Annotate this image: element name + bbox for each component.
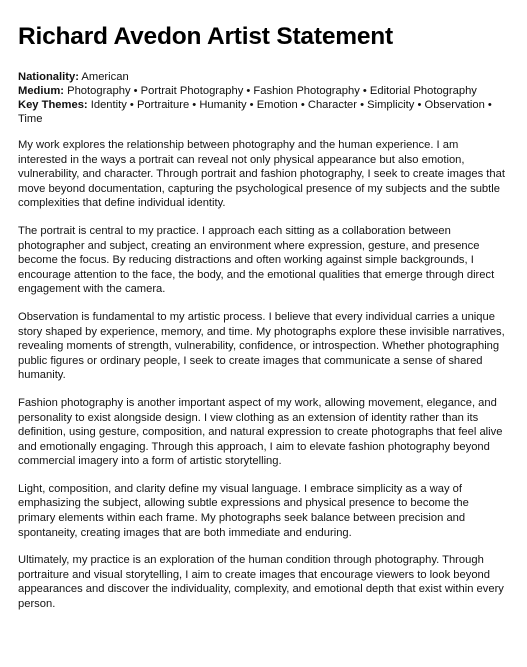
meta-nationality	[18, 70, 509, 84]
meta-key-themes	[18, 98, 509, 126]
meta-medium-value: Photography • Portrait Photography • Fashion Photography • Editorial Photography	[67, 85, 477, 97]
statement-body	[18, 138, 509, 612]
meta-key-themes-value: Identity • Portraiture • Humanity • Emotion • Character • Simplicity • Observation • Time	[18, 99, 492, 125]
document-title: Richard Avedon Artist Statement	[18, 23, 393, 50]
metadata-block	[18, 70, 509, 126]
meta-nationality-label: Nationality:	[18, 71, 79, 83]
meta-key-themes-label: Key Themes:	[18, 99, 88, 111]
meta-medium	[18, 84, 509, 98]
paragraph: Ultimately, my practice is an exploration of the human condition through photography. Through portraiture and visual storytelling, I aim to create images that encourage viewers to look beyond appearances and discover the individuality, complexity, and emotional depth that exist within every person.	[18, 554, 504, 611]
meta-nationality-value: American	[81, 71, 129, 83]
paragraph: Light, composition, and clarity define my visual language. I embrace simplicity as a way of emphasizing the subject, allowing subtle expressions and physical presence to become the primary elements within each frame. My photographs seek balance between precision and spontaneity, creating images that are both immediate and enduring.	[18, 482, 469, 539]
meta-medium-label: Medium:	[18, 85, 64, 97]
paragraph: Fashion photography is another important aspect of my work, allowing movement, elegance, and personality to exist alongside design. I view clothing as an extension of identity rather than its definition, using gesture, composition, and natural expression to create photographs that feel alive and emotionally engaging. Through this approach, I aim to elevate fashion photography beyond commercial imagery into a form of artistic storytelling.	[18, 396, 503, 468]
paragraph: My work explores the relationship between photography and the human experience. I am interested in the ways a portrait can reveal not only physical appearance but also emotion, vulnerability, and character. Through portrait and fashion photography, I seek to create images that move beyond documentation, capturing the psychological presence of my subjects and the subtle complexities that define individual identity.	[18, 139, 505, 210]
paragraph: The portrait is central to my practice. I approach each sitting as a collaboration between photographer and subject, creating an environment where expression, gesture, and presence become the focus. By reducing distractions and often working against simple backgrounds, I encourage attention to the face, the body, and the emotional qualities that emerge through direct engagement with the camera.	[18, 224, 495, 296]
paragraph: Observation is fundamental to my artistic process. I believe that every individual carries a unique story shaped by experience, memory, and time. My photographs explore these invisible narratives, revealing moments of strength, vulnerability, confidence, or introspection. Whether photographing public figures or ordinary people, I seek to create images that communicate a sense of shared humanity.	[18, 310, 505, 382]
